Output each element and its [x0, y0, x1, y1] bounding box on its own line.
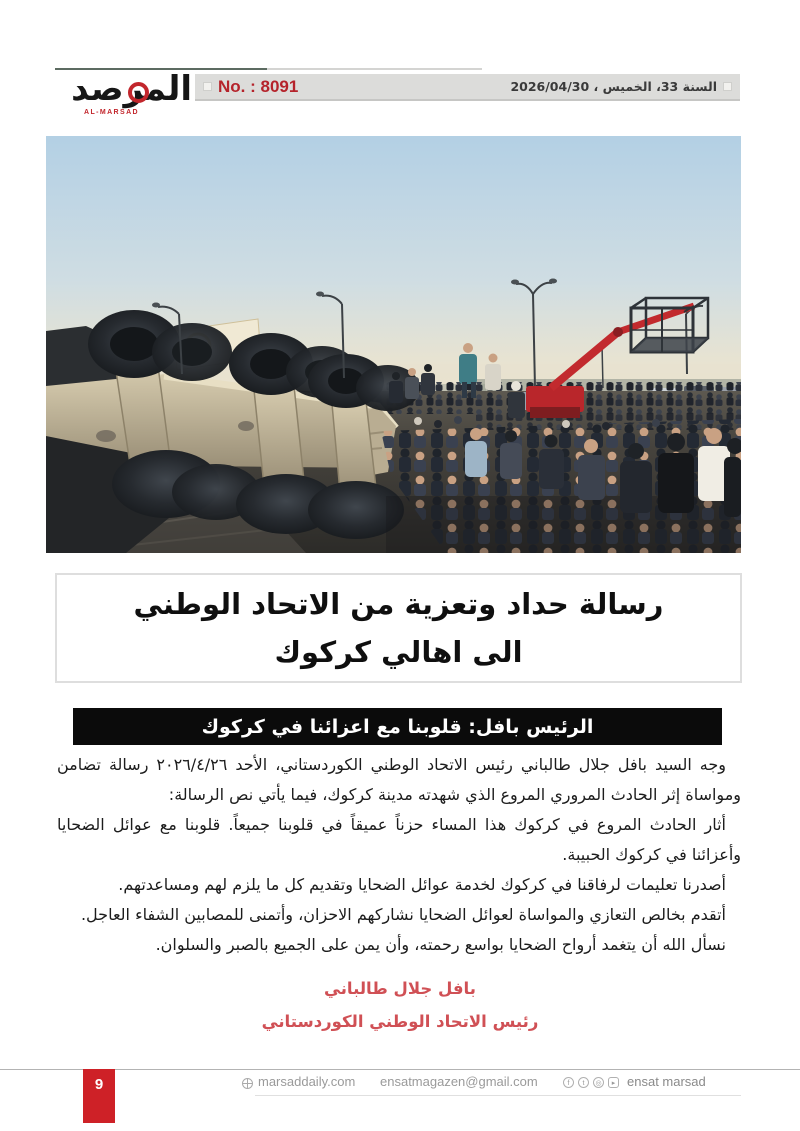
instagram-icon[interactable]: ◎ [593, 1077, 604, 1088]
footer-brand: ensat marsad [627, 1074, 706, 1089]
website-link[interactable]: marsaddaily.com [258, 1074, 356, 1089]
page-number-badge: 9 [83, 1069, 115, 1123]
subheadline-bar [73, 708, 722, 745]
edition-date: السنة 33، الخميس ، 2026/04/30 [510, 79, 717, 94]
headline-box [55, 573, 742, 683]
article-paragraph: نسأل الله أن يتغمد أرواح الضحايا بواسع رحمته، وأن يمن على الجميع بالصبر والسلوان. [155, 935, 726, 954]
headline-line2: الى اهالي كركوك [274, 635, 523, 669]
article-body [57, 750, 741, 960]
facebook-icon[interactable]: f [563, 1077, 574, 1088]
crowd-near [381, 416, 741, 553]
signature-block [0, 972, 800, 1038]
globe-icon [242, 1078, 253, 1089]
youtube-icon[interactable]: ▸ [608, 1077, 619, 1088]
article-paragraph: وجه السيد بافل جلال طالباني رئيس الاتحاد الوطني الكوردستاني، الأحد ٢٠٢٦/٤/٢٦ رسالة تضامن ومواساة إثر الحادث المروري المروع الذي شهدته مدينة كركوك، فيما يأتي نص الرسالة: [57, 755, 741, 804]
footer-divider [0, 1069, 800, 1070]
almarsad-logo [71, 69, 192, 118]
logo-arabic-text: المرصد [71, 69, 192, 109]
logo-ring-icon [128, 82, 149, 103]
article-paragraph: أتقدم بخالص التعازي والمواساة لعوائل الضحايا نشاركهم الاحزان، وأتمنى للمصابين الشفاء العاجل. [80, 905, 726, 924]
header-bar [195, 74, 740, 101]
footer-underline [255, 1095, 741, 1096]
issue-number: No. : 8091 [218, 76, 299, 96]
article-photo [46, 136, 741, 553]
signature-name: بافل جلال طالباني [324, 979, 476, 998]
square-bullet-icon [203, 82, 212, 91]
article-paragraph: أثار الحادث المروع في كركوك هذا المساء حزناً عميقاً في قلوبنا جميعاً. قلوبنا مع عوائل الضحايا وأعزائنا في كركوك الحبيبة. [57, 815, 741, 864]
header-rule-light [267, 68, 482, 70]
signature-title: رئيس الاتحاد الوطني الكوردستاني [261, 1012, 539, 1031]
logo-latin-text: AL-MARSAD [84, 109, 139, 116]
social-icons [563, 1077, 619, 1088]
headline-line1: رسالة حداد وتعزية من الاتحاد الوطني [133, 587, 664, 621]
article-paragraph: أصدرنا تعليمات لرفاقنا في كركوك لخدمة عوائل الضحايا وتقديم كل ما يلزم لهم ومساعدتهم. [118, 875, 726, 894]
square-bullet-icon [723, 82, 732, 91]
subheadline: الرئيس بافل: قلوبنا مع اعزائنا في كركوك [201, 715, 594, 738]
email-link[interactable]: ensatmagazen@gmail.com [380, 1074, 538, 1089]
twitter-icon[interactable]: t [578, 1077, 589, 1088]
